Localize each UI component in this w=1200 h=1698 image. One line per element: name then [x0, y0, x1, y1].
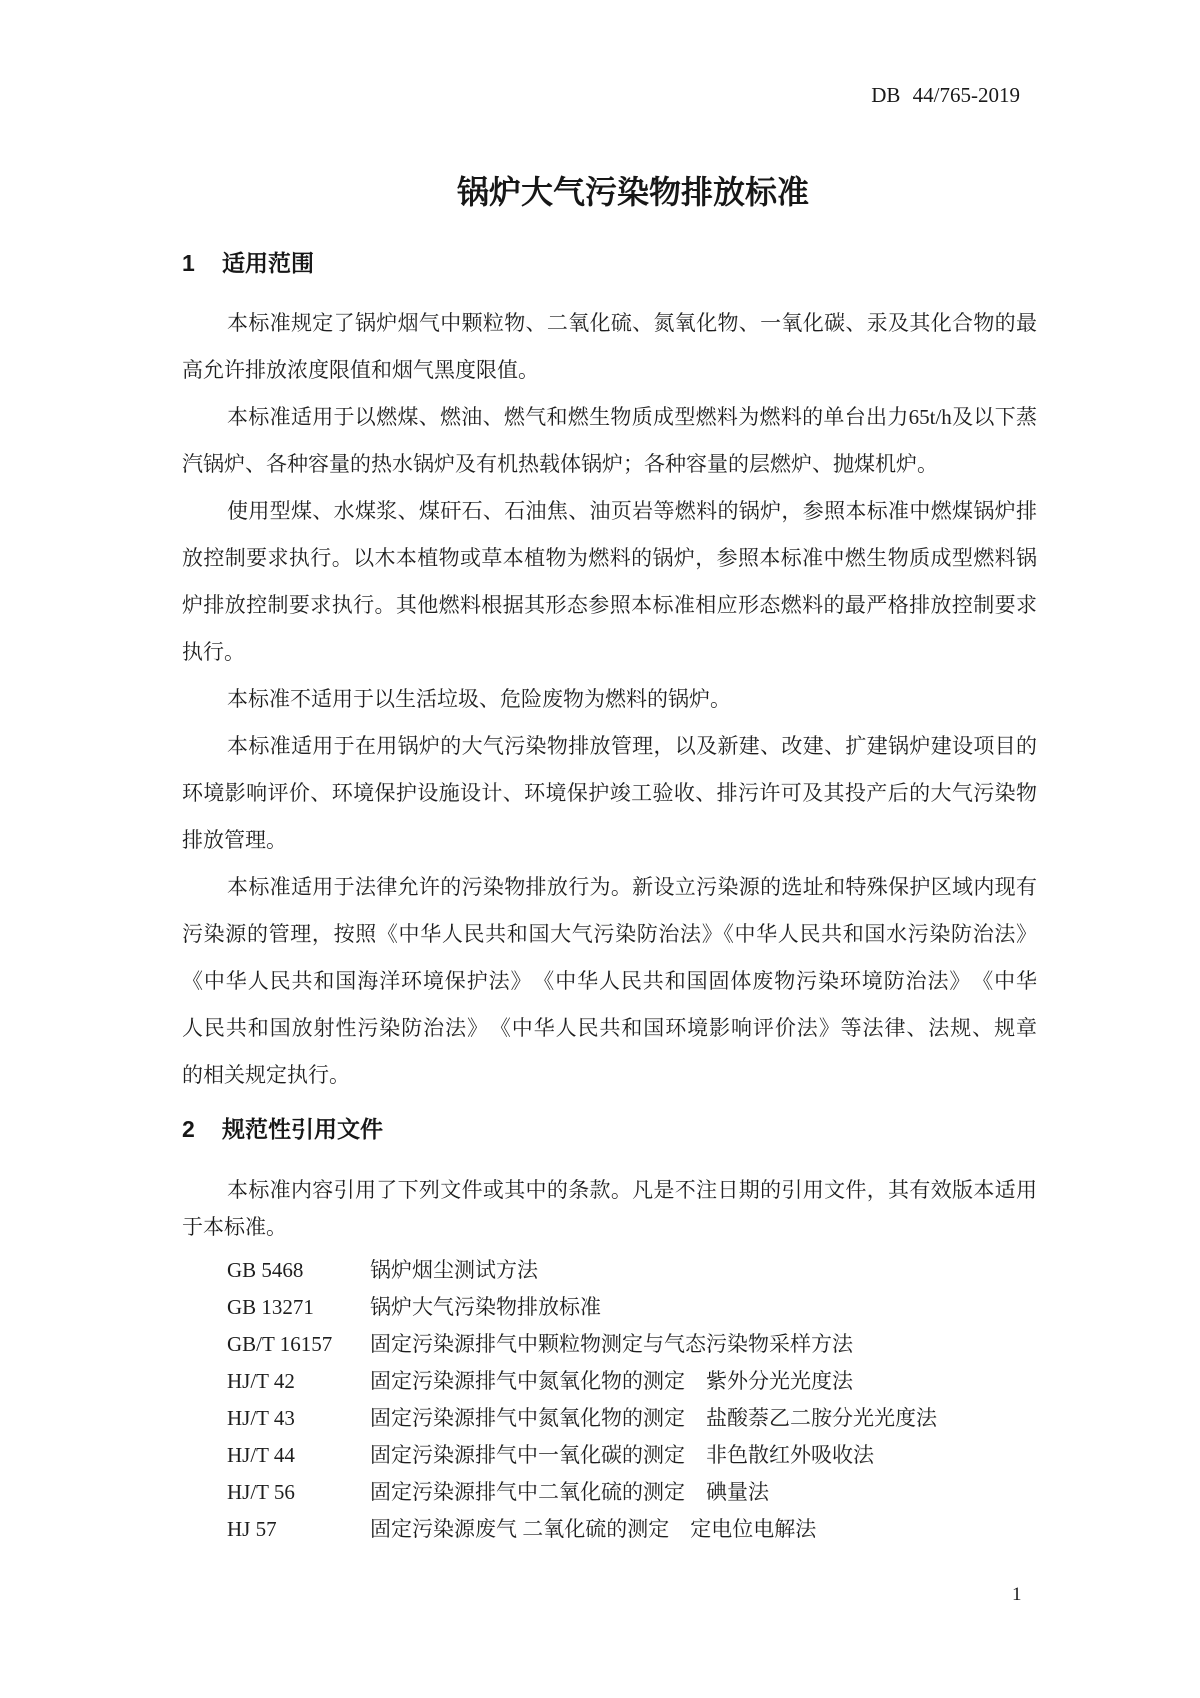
text-line: 于本标准。 [182, 1215, 287, 1239]
text-line: 污染源的管理，按照《中华人民共和国大气污染防治法》《中华人民共和国水污染防治法》 [182, 922, 1037, 946]
reference-code: HJ/T 42 [227, 1369, 295, 1393]
reference-row [182, 1289, 1037, 1326]
reference-title: 固定污染源排气中氮氧化物的测定 盐酸萘乙二胺分光光度法 [370, 1406, 937, 1430]
text-line: 本标准适用于以燃煤、燃油、燃气和燃生物质成型燃料为燃料的单台出力65t/h及以下蒸 [227, 405, 1037, 429]
text-line: 环境影响评价、环境保护设施设计、环境保护竣工验收、排污许可及其投产后的大气污染物 [182, 781, 1037, 805]
reference-code: GB 13271 [227, 1295, 314, 1319]
reference-code: HJ 57 [227, 1517, 277, 1541]
section-1-heading [182, 248, 1037, 278]
text-line: 汽锅炉、各种容量的热水锅炉及有机热载体锅炉；各种容量的层燃炉、抛煤机炉。 [182, 452, 938, 476]
text-line: 的相关规定执行。 [182, 1063, 350, 1087]
paragraph [182, 723, 1037, 864]
reference-row [182, 1437, 1037, 1474]
reference-list [182, 1252, 1037, 1548]
reference-title: 锅炉烟尘测试方法 [370, 1258, 538, 1282]
paragraph [182, 394, 1037, 488]
text-line: 本标准适用于在用锅炉的大气污染物排放管理，以及新建、改建、扩建锅炉建设项目的 [227, 734, 1037, 758]
text-line: 本标准规定了锅炉烟气中颗粒物、二氧化硫、氮氧化物、一氧化碳、汞及其化合物的最 [227, 311, 1037, 335]
doc-number: DB 44/765-2019 [871, 83, 1020, 107]
reference-title: 固定污染源废气 二氧化硫的测定 定电位电解法 [370, 1517, 817, 1541]
text-line: 高允许排放浓度限值和烟气黑度限值。 [182, 358, 539, 382]
reference-row [182, 1400, 1037, 1437]
document-title: 锅炉大气污染物排放标准 [456, 174, 809, 210]
section-1-body [182, 300, 1037, 1099]
reference-title: 固定污染源排气中颗粒物测定与气态污染物采样方法 [370, 1332, 853, 1356]
reference-row [182, 1252, 1037, 1289]
text-line: 执行。 [182, 640, 245, 664]
reference-code: GB/T 16157 [227, 1332, 333, 1356]
reference-title: 锅炉大气污染物排放标准 [370, 1295, 601, 1319]
reference-row [182, 1474, 1037, 1511]
reference-title: 固定污染源排气中一氧化碳的测定 非色散红外吸收法 [370, 1443, 874, 1467]
section-2-body [182, 1172, 1037, 1246]
text-line: 本标准适用于法律允许的污染物排放行为。新设立污染源的选址和特殊保护区域内现有 [227, 875, 1037, 899]
reference-code: GB 5468 [227, 1258, 304, 1282]
paragraph [182, 488, 1037, 676]
reference-title: 固定污染源排气中氮氧化物的测定 紫外分光光度法 [370, 1369, 853, 1393]
section-1-title: 适用范围 [222, 250, 314, 276]
paragraph [182, 1172, 1037, 1246]
paragraph [182, 676, 1037, 723]
text-line: 本标准内容引用了下列文件或其中的条款。凡是不注日期的引用文件，其有效版本适用 [227, 1178, 1037, 1202]
reference-code: HJ/T 43 [227, 1406, 295, 1430]
reference-code: HJ/T 44 [227, 1443, 295, 1467]
section-2-title: 规范性引用文件 [222, 1116, 383, 1142]
text-line: 放控制要求执行。以木本植物或草本植物为燃料的锅炉，参照本标准中燃生物质成型燃料锅 [182, 546, 1037, 570]
section-1-number: 1 [182, 250, 195, 276]
reference-row [182, 1363, 1037, 1400]
paragraph [182, 300, 1037, 394]
text-line: 本标准不适用于以生活垃圾、危险废物为燃料的锅炉。 [227, 687, 731, 711]
section-2-heading [182, 1114, 1037, 1144]
page-number: 1 [1012, 1584, 1022, 1605]
paragraph [182, 864, 1037, 1099]
reference-row [182, 1511, 1037, 1548]
reference-code: HJ/T 56 [227, 1480, 295, 1504]
text-line: 人民共和国放射性污染防治法》 《中华人民共和国环境影响评价法》等法律、法规、规章 [182, 1016, 1037, 1040]
section-2-number: 2 [182, 1116, 195, 1142]
text-line: 使用型煤、水煤浆、煤矸石、石油焦、油页岩等燃料的锅炉，参照本标准中燃煤锅炉排 [227, 499, 1037, 523]
text-line: 炉排放控制要求执行。其他燃料根据其形态参照本标准相应形态燃料的最严格排放控制要求 [182, 593, 1037, 617]
reference-row [182, 1326, 1037, 1363]
text-line: 《中华人民共和国海洋环境保护法》 《中华人民共和国固体废物污染环境防治法》 《中华 [182, 969, 1037, 993]
reference-title: 固定污染源排气中二氧化硫的测定 碘量法 [370, 1480, 769, 1504]
text-line: 排放管理。 [182, 828, 287, 852]
